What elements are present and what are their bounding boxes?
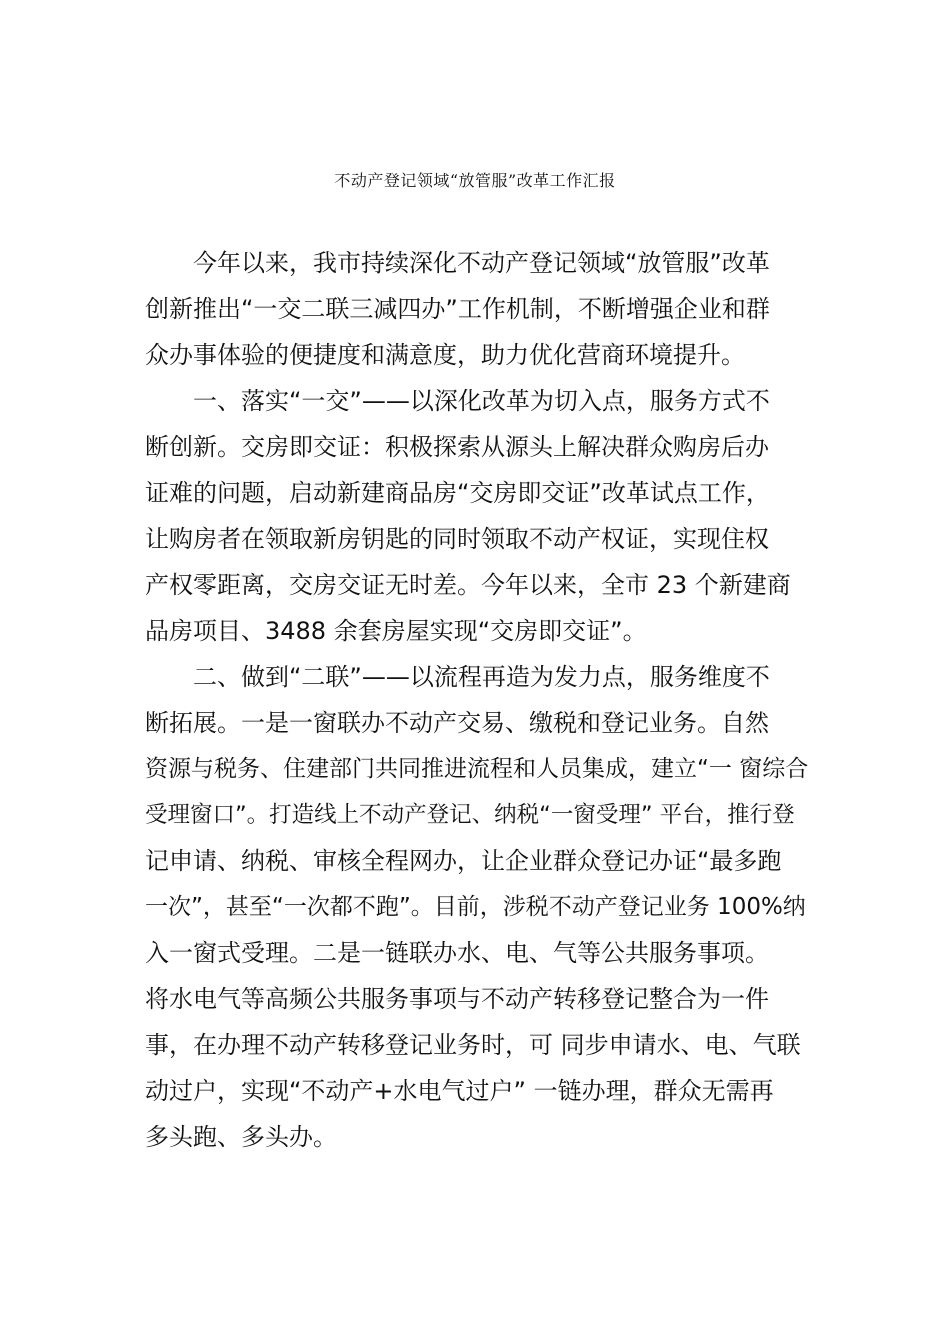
body-line: 将水电气等高频公共服务事项与不动产转移登记整合为一件 [145,985,769,1013]
body-line: 让购房者在领取新房钥匙的同时领取不动产权证，实现住权 [145,525,769,553]
body-line: 品房项目、3488 余套房屋实现“交房即交证”。 [145,617,647,645]
body-line: 断创新。交房即交证：积极探索从源头上解决群众购房后办 [145,433,769,461]
body-line: 创新推出“一交二联三减四办”工作机制，不断增强企业和群 [145,295,770,323]
body-line: 证难的问题，启动新建商品房“交房即交证”改革试点工作， [145,479,770,507]
body-line: 一次”，甚至“一次都不跑”。目前，涉税不动产登记业务 100%纳 [145,894,806,920]
body-line: 今年以来，我市持续深化不动产登记领域“放管服”改革 [193,249,770,277]
body-line: 众办事体验的便捷度和满意度，助力优化营商环境提升。 [145,341,745,369]
body-line: 入一窗式受理。二是一链联办水、电、气等公共服务事项。 [145,939,769,967]
body-line: 二、做到“二联”——以流程再造为发力点，服务维度不 [193,663,770,691]
body-line: 受理窗口”。打造线上不动产登记、纳税“一窗受理” 平台，推行登 [145,802,795,828]
document-title: 不动产登记领域“放管服”改革工作汇报 [334,171,616,190]
body-line: 资源与税务、住建部门共同推进流程和人员集成，建立“一 窗综合 [145,756,809,782]
body-line: 产权零距离，交房交证无时差。今年以来，全市 23 个新建商 [145,571,791,599]
body-line: 断拓展。一是一窗联办不动产交易、缴税和登记业务。自然 [145,709,769,737]
body-line: 事，在办理不动产转移登记业务时，可 同步申请水、电、气联 [145,1031,801,1059]
body-line: 多头跑、多头办。 [145,1123,337,1151]
body-line: 一、落实“一交”——以深化改革为切入点，服务方式不 [193,387,770,415]
body-line: 记申请、纳税、审核全程网办，让企业群众登记办证“最多跑 [145,847,782,875]
body-line: 动过户，实现“不动产+水电气过户” 一链办理，群众无需再 [145,1077,774,1105]
